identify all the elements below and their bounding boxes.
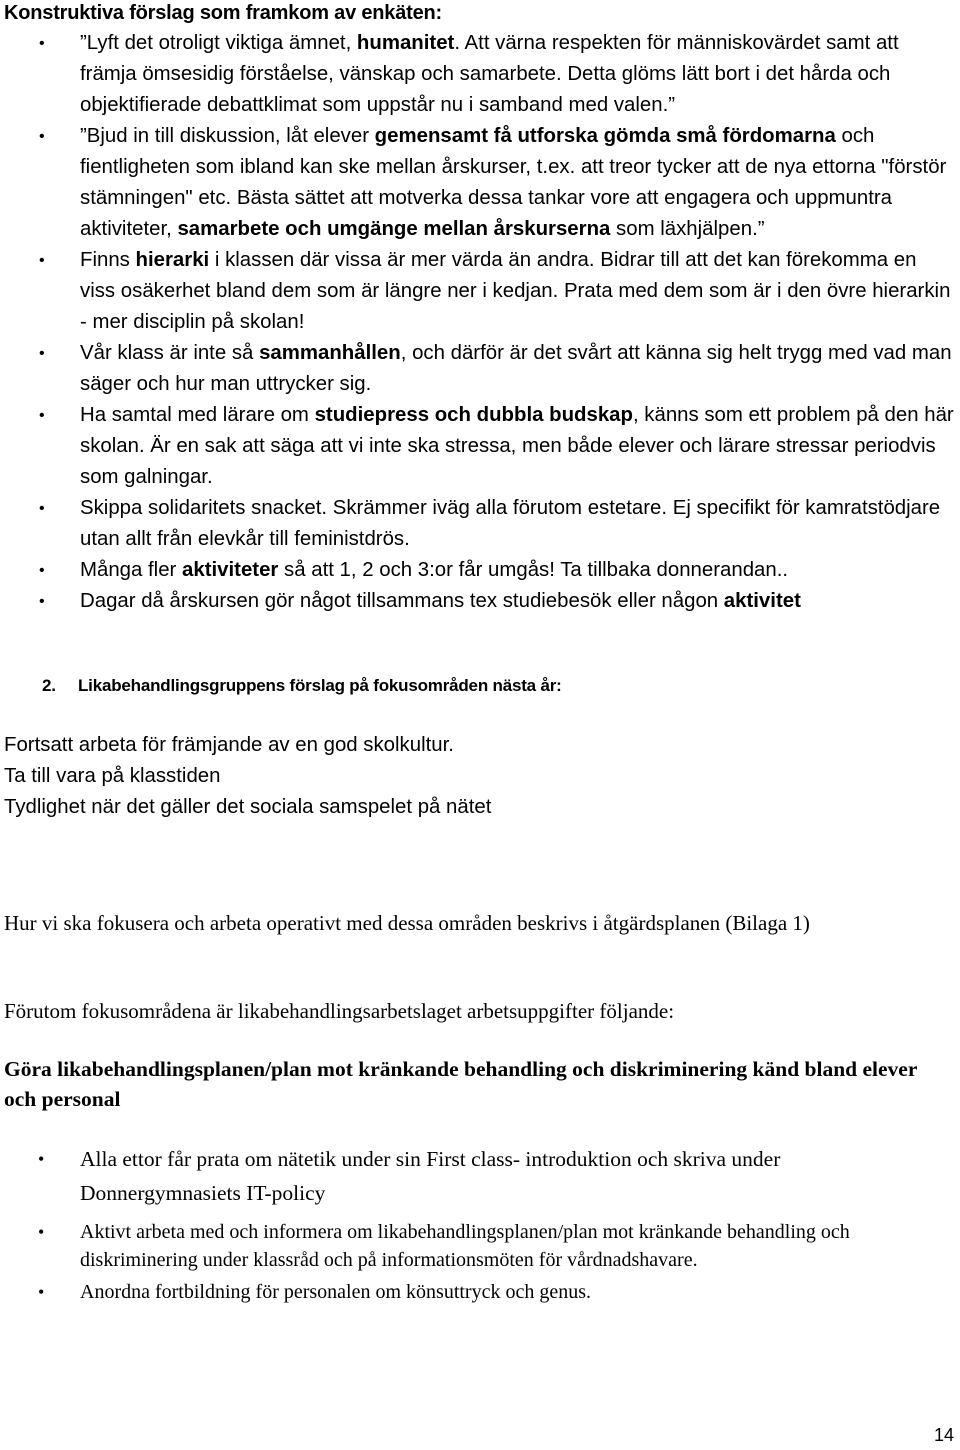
item-text: i klassen där vissa är mer värda än andra. Bidrar till att det kan förekomma en viss osäkerhet bland dem som är längre ner i kedjan. Prata med dem som är i den övre hierarkin - mer disciplin på skolan! [80, 249, 951, 333]
bullet-icon: • [39, 593, 45, 610]
item-text: Finns [80, 249, 136, 271]
item-text: , känns som ett problem på den här skolan. Är en sak att säga att vi inte ska stressa, men både elever och lärare stressar periodvis som galningar. [80, 404, 954, 488]
list-item [0, 1278, 960, 1306]
list-item [0, 586, 960, 617]
item-emphasis: aktiviteter [182, 559, 279, 581]
focus-areas [4, 730, 491, 823]
paragraph-tasks-intro: Förutom fokusområdena är likabehandlingsarbetslaget arbetsuppgifter följande: [4, 999, 675, 1023]
focus-line: Fortsatt arbeta för främjande av en god skolkultur. [4, 734, 454, 756]
list-item [0, 400, 960, 493]
list-item [0, 121, 960, 245]
tasks-list [0, 1142, 960, 1306]
survey-suggestions-list [0, 28, 960, 617]
focus-line: Ta till vara på klasstiden [4, 765, 221, 787]
bullet-icon: • [39, 345, 45, 362]
bullet-icon: • [39, 407, 45, 424]
item-text: Skippa solidaritets snacket. Skrämmer iväg alla förutom estetare. Ej specifikt för kamratstödjare utan allt från elevkår till feministdrös. [80, 497, 941, 550]
list-item [0, 493, 960, 555]
item-emphasis: studiepress och dubbla budskap [314, 404, 633, 426]
bullet-icon: • [39, 252, 45, 269]
section-heading: Konstruktiva förslag som framkom av enkäten: [4, 2, 442, 24]
list-item [0, 1218, 960, 1274]
bullet-icon: • [39, 500, 45, 517]
item-text: Anordna fortbildning för personalen om könsuttryck och genus. [80, 1281, 592, 1303]
item-text: ”Bjud in till diskussion, låt elever [80, 125, 375, 147]
item-text: . Att värna respekten för människovärdet samt att främja ömsesidig förståelse, vänskap och samarbete. Detta glöms lätt bort i det hårda och objektifierade debattklimat som uppstår nu i samband med valen.” [80, 32, 899, 116]
list-item [0, 1142, 960, 1210]
page-number: 14 [933, 1425, 954, 1445]
item-text: som läxhjälpen.” [610, 218, 765, 240]
paragraph-action-plan: Hur vi ska fokusera och arbeta operativt med dessa områden beskrivs i åtgärdsplanen (Bilaga 1) [4, 911, 810, 935]
list-item [0, 338, 960, 400]
item-emphasis: sammanhållen [259, 342, 401, 364]
item-emphasis: samarbete och umgänge mellan årskurserna [177, 218, 611, 240]
item-text: så att 1, 2 och 3:or får umgås! Ta tillbaka donnerandan.. [278, 559, 789, 581]
bullet-icon: • [39, 128, 45, 145]
item-emphasis: hierarki [135, 249, 210, 271]
item-text: Många fler [80, 559, 183, 581]
focus-line: Tydlighet när det gäller det sociala samspelet på nätet [4, 796, 492, 818]
item-emphasis: aktivitet [723, 590, 801, 612]
item-text: , och därför är det svårt att känna sig helt trygg med vad man säger och hur man uttrycker sig. [80, 342, 952, 395]
item-text: Ha samtal med lärare om [80, 404, 315, 426]
bullet-icon: • [38, 1282, 45, 1302]
bullet-icon: • [39, 562, 45, 579]
item-text: och fientligheten som ibland kan ske mellan årskurser, t.ex. att treor tycker att de nya ettorna "förstör stämningen" etc. Bästa sättet att motverka dessa tankar vore att engagera och uppmuntra aktiviteter, [80, 125, 947, 240]
item-text: Aktivt arbeta med och informera om likabehandlingsplanen/plan mot kränkande behandling och diskriminering under klassråd och på informationsmöten för vårdnadshavare. [80, 1221, 850, 1271]
bullet-icon: • [39, 35, 45, 52]
list-item [0, 28, 960, 121]
bold-heading: Göra likabehandlingsplanen/plan mot kränkande behandling och diskriminering känd bland elever och personal [4, 1057, 918, 1111]
section-title: Likabehandlingsgruppens förslag på fokusområden nästa år: [78, 676, 562, 695]
item-text: Dagar då årskursen gör något tillsammans tex studiebesök eller någon [80, 590, 724, 612]
item-text: ”Lyft det otroligt viktiga ämnet, [80, 32, 357, 54]
section-2-heading [42, 676, 562, 696]
bullet-icon: • [38, 1149, 45, 1169]
item-emphasis: gemensamt få utforska gömda små fördomarna [374, 125, 836, 147]
section-number: 2. [42, 676, 56, 695]
list-item [0, 245, 960, 338]
list-item [0, 555, 960, 586]
item-text: Alla ettor får prata om nätetik under sin First class- introduktion och skriva under Donnergymnasiets IT-policy [80, 1147, 781, 1205]
item-text: Vår klass är inte så [80, 342, 260, 364]
bullet-icon: • [38, 1222, 45, 1242]
item-emphasis: humanitet [356, 32, 455, 54]
